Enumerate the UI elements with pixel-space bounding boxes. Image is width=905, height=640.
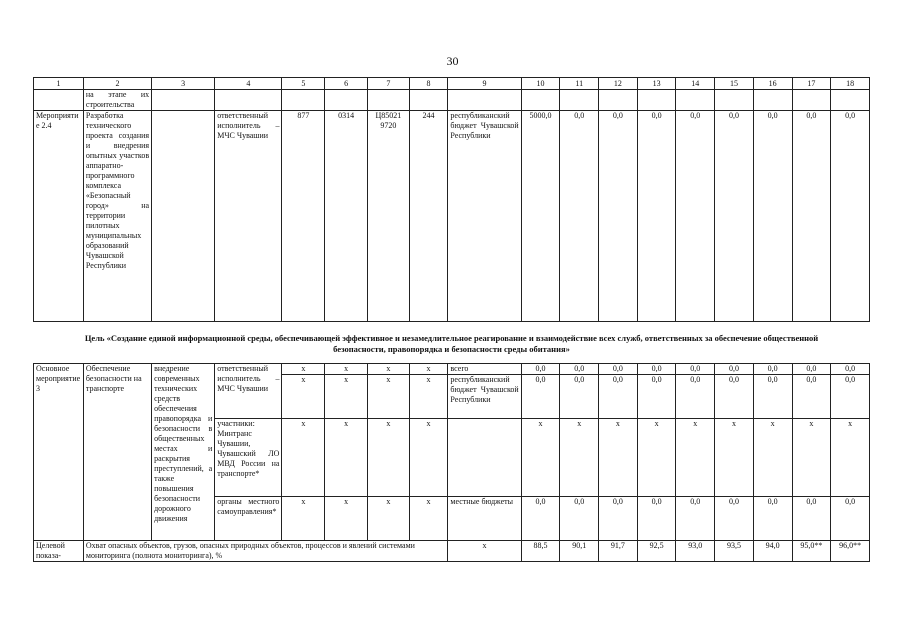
indicator-value-cell: 93,0 bbox=[676, 541, 715, 562]
value-cell: 0,0 bbox=[560, 111, 599, 322]
indicator-value-cell: 95,0** bbox=[792, 541, 831, 562]
funding-source bbox=[448, 419, 521, 497]
value-cell: 0,0 bbox=[715, 375, 754, 419]
value-cell: 0,0 bbox=[560, 364, 599, 375]
indicator-value-cell: 96,0** bbox=[831, 541, 870, 562]
value-cell: 0,0 bbox=[521, 497, 560, 541]
code-cell: x bbox=[325, 497, 368, 541]
target-indicator-row bbox=[34, 541, 870, 562]
value-cell: 0,0 bbox=[792, 497, 831, 541]
value-cell: 0,0 bbox=[637, 375, 676, 419]
header-cell: 7 bbox=[367, 78, 409, 90]
header-cell: 18 bbox=[831, 78, 870, 90]
main-event-executor-local: органы местного самоуправления* bbox=[215, 497, 282, 541]
value-cell: x bbox=[521, 419, 560, 497]
value-cell: 0,0 bbox=[676, 375, 715, 419]
code-cell: x bbox=[409, 497, 448, 541]
value-cell: 0,0 bbox=[599, 111, 638, 322]
value-cell: 0,0 bbox=[792, 111, 831, 322]
funding-source: республиканский бюджет Чувашской Республики bbox=[448, 375, 521, 419]
header-cell: 13 bbox=[637, 78, 676, 90]
continuation-row bbox=[34, 90, 870, 111]
header-row bbox=[34, 78, 870, 90]
code-cell: x bbox=[282, 364, 325, 375]
code-cell: x bbox=[409, 419, 448, 497]
main-event-code: Основное мероприятие 3 bbox=[34, 364, 84, 541]
value-cell: 0,0 bbox=[637, 111, 676, 322]
value-cell: 0,0 bbox=[637, 364, 676, 375]
code-cell: x bbox=[282, 497, 325, 541]
value-cell: 0,0 bbox=[676, 364, 715, 375]
value-cell: x bbox=[792, 419, 831, 497]
value-cell: 0,0 bbox=[715, 364, 754, 375]
indicator-value-cell: 88,5 bbox=[521, 541, 560, 562]
header-cell: 6 bbox=[325, 78, 368, 90]
header-cell: 14 bbox=[676, 78, 715, 90]
header-cell: 3 bbox=[152, 78, 215, 90]
value-cell: 0,0 bbox=[753, 375, 792, 419]
header-cell: 5 bbox=[282, 78, 325, 90]
code-cell: x bbox=[282, 375, 325, 419]
value-cell: x bbox=[676, 419, 715, 497]
measure-executor: ответственный исполнитель – МЧС Чувашии bbox=[215, 111, 282, 322]
value-cell: 0,0 bbox=[599, 375, 638, 419]
value-cell: 0,0 bbox=[831, 364, 870, 375]
header-cell: 16 bbox=[753, 78, 792, 90]
header-cell: 4 bbox=[215, 78, 282, 90]
value-cell: 0,0 bbox=[599, 497, 638, 541]
header-cell: 1 bbox=[34, 78, 84, 90]
code-cell: x bbox=[409, 364, 448, 375]
code-csr: Ц85021 9720 bbox=[367, 111, 409, 322]
code-cell: x bbox=[282, 419, 325, 497]
header-cell: 15 bbox=[715, 78, 754, 90]
value-cell: 0,0 bbox=[753, 364, 792, 375]
header-cell: 11 bbox=[560, 78, 599, 90]
code-rzpr: 0314 bbox=[325, 111, 368, 322]
indicator-value-cell: 91,7 bbox=[599, 541, 638, 562]
code-cell: x bbox=[409, 375, 448, 419]
target-indicator-code: Целевой показа- bbox=[34, 541, 84, 562]
main-event-description: внедрение современных технических средств обеспечения правопорядка и безопасности в общественных местах и раскрытия преступлений, а также повышения безопасности дорожного движения bbox=[152, 364, 215, 541]
main-event-name: Обеспечение безопасности на транспорте bbox=[83, 364, 151, 541]
code-cell: x bbox=[367, 364, 409, 375]
header-cell: 8 bbox=[409, 78, 448, 90]
funding-source: всего bbox=[448, 364, 521, 375]
code-cell: x bbox=[325, 419, 368, 497]
main-event-executor-responsible: ответственный исполнитель – МЧС Чувашии bbox=[215, 364, 282, 419]
value-cell: x bbox=[599, 419, 638, 497]
value-cell: 0,0 bbox=[676, 111, 715, 322]
cell-name-continuation: на этапе их строительства bbox=[83, 90, 151, 111]
value-cell: x bbox=[637, 419, 676, 497]
value-cell: x bbox=[560, 419, 599, 497]
main-event-executor-participants: участники: Минтранс Чувашии, Чувашский ЛО МВД России на транспорте* bbox=[215, 419, 282, 497]
value-cell: x bbox=[831, 419, 870, 497]
value-cell: 0,0 bbox=[676, 497, 715, 541]
value-cell: 0,0 bbox=[753, 111, 792, 322]
funding-source: республиканский бюджет Чувашской Республики bbox=[448, 111, 521, 322]
value-cell: 0,0 bbox=[831, 497, 870, 541]
value-cell: 0,0 bbox=[599, 364, 638, 375]
value-cell: 0,0 bbox=[792, 364, 831, 375]
code-cell: x bbox=[367, 497, 409, 541]
measure-code: Мероприятие 2.4 bbox=[34, 111, 84, 322]
header-cell: 2 bbox=[83, 78, 151, 90]
value-cell: x bbox=[715, 419, 754, 497]
value-cell: 0,0 bbox=[831, 375, 870, 419]
code-cell: x bbox=[325, 364, 368, 375]
header-cell: 12 bbox=[599, 78, 638, 90]
page-number: 30 bbox=[446, 54, 459, 68]
header-cell: 10 bbox=[521, 78, 560, 90]
value-cell: 0,0 bbox=[715, 111, 754, 322]
value-cell: 0,0 bbox=[560, 375, 599, 419]
code-cell: x bbox=[367, 375, 409, 419]
indicator-value-cell: 90,1 bbox=[560, 541, 599, 562]
value-cell: 0,0 bbox=[560, 497, 599, 541]
indicator-value-cell: 94,0 bbox=[753, 541, 792, 562]
code-cell: x bbox=[367, 419, 409, 497]
measure-2-4-row bbox=[34, 111, 870, 322]
value-cell: 0,0 bbox=[637, 497, 676, 541]
indicator-value-cell: 92,5 bbox=[637, 541, 676, 562]
code-cell: x bbox=[325, 375, 368, 419]
value-cell: 0,0 bbox=[521, 364, 560, 375]
code-vr: 244 bbox=[409, 111, 448, 322]
code-grbs: 877 bbox=[282, 111, 325, 322]
value-cell: x bbox=[753, 419, 792, 497]
funding-source: местные бюджеты bbox=[448, 497, 521, 541]
main-event-row-total bbox=[34, 364, 870, 375]
value-cell: 0,0 bbox=[792, 375, 831, 419]
header-cell: 9 bbox=[448, 78, 521, 90]
indicator-value-cell: 93,5 bbox=[715, 541, 754, 562]
value-cell: 0,0 bbox=[715, 497, 754, 541]
target-indicator-mark: x bbox=[448, 541, 521, 562]
target-indicator-text: Охват опасных объектов, грузов, опасных природных объектов, процессов и явлений системами мониторинга (полнота мониторинга), % bbox=[83, 541, 448, 562]
value-cell: 5000,0 bbox=[521, 111, 560, 322]
value-cell: 0,0 bbox=[521, 375, 560, 419]
header-cell: 17 bbox=[792, 78, 831, 90]
measure-name: Разработка технического проекта создания и внедрения опытных участков аппаратно-программного комплекса «Безопасный город» на территории пилотных муниципальных образований Чувашской Республики bbox=[83, 111, 151, 322]
value-cell: 0,0 bbox=[753, 497, 792, 541]
goal-heading: Цель «Создание единой информационной среды, обеспечивающей эффективное и незамедлительное реагирование и взаимодействие всех служб, ответственных за обеспечение общественной безопасности, правопорядка и безопасности среды обитания» bbox=[34, 322, 870, 364]
goal-row bbox=[34, 322, 870, 364]
program-table bbox=[33, 77, 870, 562]
value-cell: 0,0 bbox=[831, 111, 870, 322]
